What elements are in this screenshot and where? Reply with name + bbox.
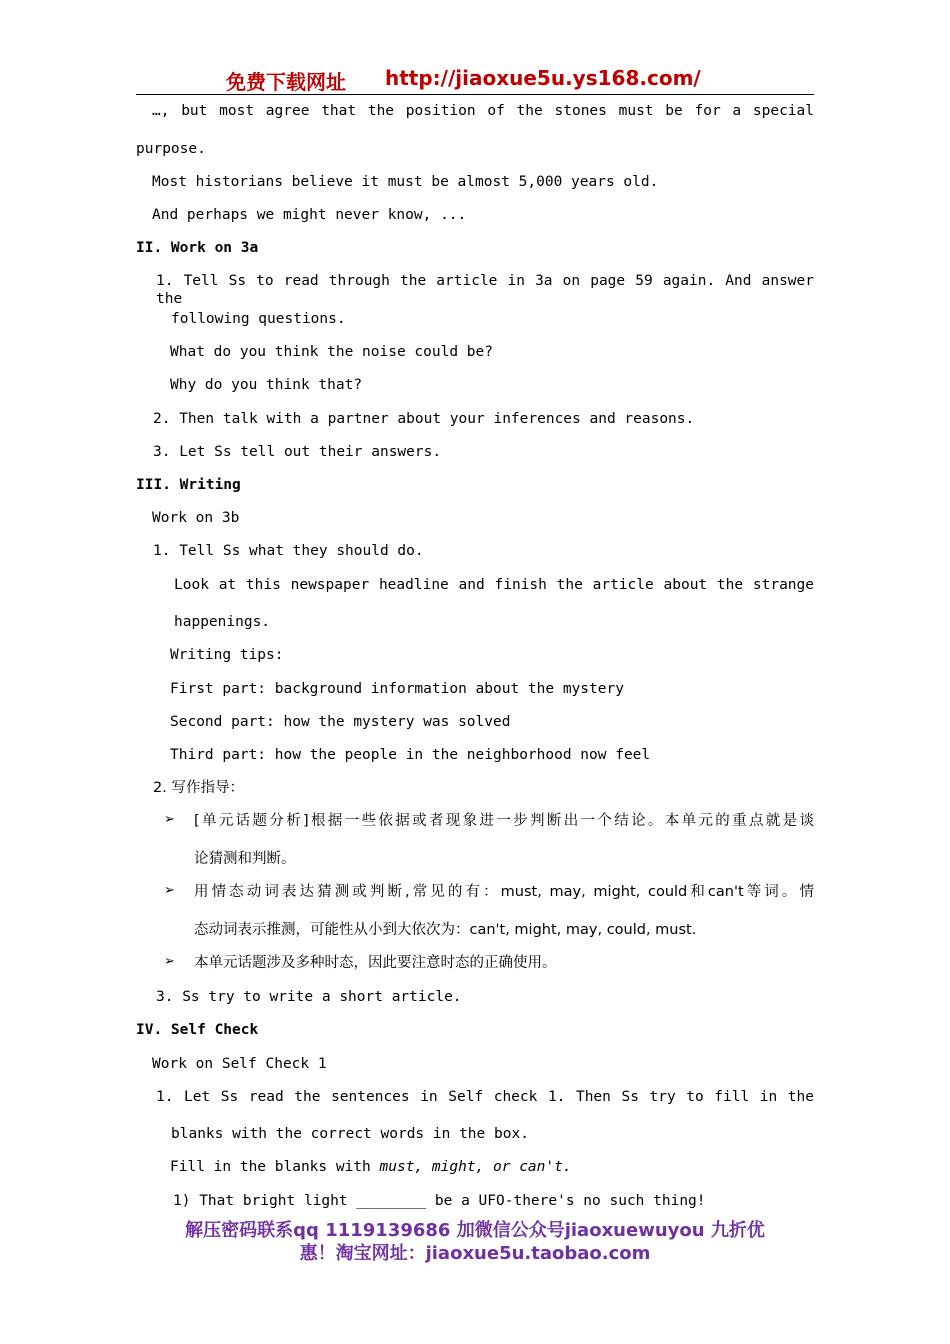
text-line: Writing tips: [170, 647, 284, 663]
text-line: 2. 写作指导： [153, 780, 244, 796]
bullet-text: [单元话题分析]根据一些依据或者现象进一步判断出一个结论。本单元的重点就是谈 [194, 813, 814, 829]
bullet-text: 态动词表示推测，可能性从小到大依次为：can't, might, may, could, must. [194, 922, 697, 938]
page-header [136, 66, 814, 95]
bullet-text: 本单元话题涉及多种时态，因此要注意时态的正确使用。 [194, 955, 557, 971]
header-site-label: 免费下载网址 [226, 70, 346, 94]
footer-line-1: 解压密码联系qq 1119139686 加微信公众号jiaoxuewuyou 九折优 [185, 1220, 765, 1241]
text-line: 1. Tell Ss what they should do. [153, 543, 424, 559]
bullet-text: 论猜测和判断。 [194, 851, 296, 867]
text-line: following questions. [171, 311, 346, 327]
text-line: purpose. [136, 141, 206, 157]
footer-line-2: 惠！淘宝网址：jiaoxue5u.taobao.com [299, 1243, 651, 1264]
text-line: 1. Let Ss read the sentences in Self check 1. Then Ss try to fill in the [156, 1089, 814, 1105]
text-line: Why do you think that? [170, 377, 363, 393]
instruction-text: Fill in the blanks with [170, 1159, 380, 1175]
text-line: Second part: how the mystery was solved [170, 714, 511, 730]
header-url[interactable]: http://jiaoxue5u.ys168.com/ [385, 66, 701, 90]
text-line: 1. Tell Ss to read through the article in 3a on page 59 again. And answer the [156, 273, 814, 307]
text-line: …, but most agree that the position of the stones must be for a special [152, 103, 814, 119]
text-line: 3. Ss try to write a short article. [156, 989, 462, 1005]
section-title-work-on-3a: II. Work on 3a [136, 240, 259, 256]
arrowhead-bullet-icon: ➢ [164, 954, 175, 969]
text-line: First part: background information about the mystery [170, 681, 624, 697]
arrowhead-bullet-icon: ➢ [164, 812, 175, 827]
text-line: Look at this newspaper headline and finish the article about the strange [174, 577, 814, 593]
text-line: blanks with the correct words in the box. [171, 1126, 529, 1142]
instruction-options: must, might, or can't. [379, 1159, 572, 1175]
text-line: 1) That bright light ________ be a UFO-there's no such thing! [173, 1193, 706, 1209]
text-line [170, 1158, 572, 1176]
text-line: 3. Let Ss tell out their answers. [153, 444, 442, 460]
arrowhead-bullet-icon: ➢ [164, 883, 175, 898]
text-line: And perhaps we might never know, ... [152, 207, 467, 223]
text-line: Most historians believe it must be almost 5,000 years old. [152, 174, 659, 190]
text-line: 2. Then talk with a partner about your inferences and reasons. [153, 411, 695, 427]
text-line: Work on 3b [152, 510, 240, 526]
text-line: What do you think the noise could be? [170, 344, 494, 360]
text-line: Third part: how the people in the neighborhood now feel [170, 747, 651, 763]
section-title-self-check: IV. Self Check [136, 1022, 259, 1038]
bullet-text: 用情态动词表达猜测或判断,常见的有：must, may, might, could和can't等词。情 [194, 884, 814, 900]
text-line: happenings. [174, 614, 271, 630]
section-title-writing: III. Writing [136, 477, 241, 493]
text-line: Work on Self Check 1 [152, 1056, 327, 1072]
